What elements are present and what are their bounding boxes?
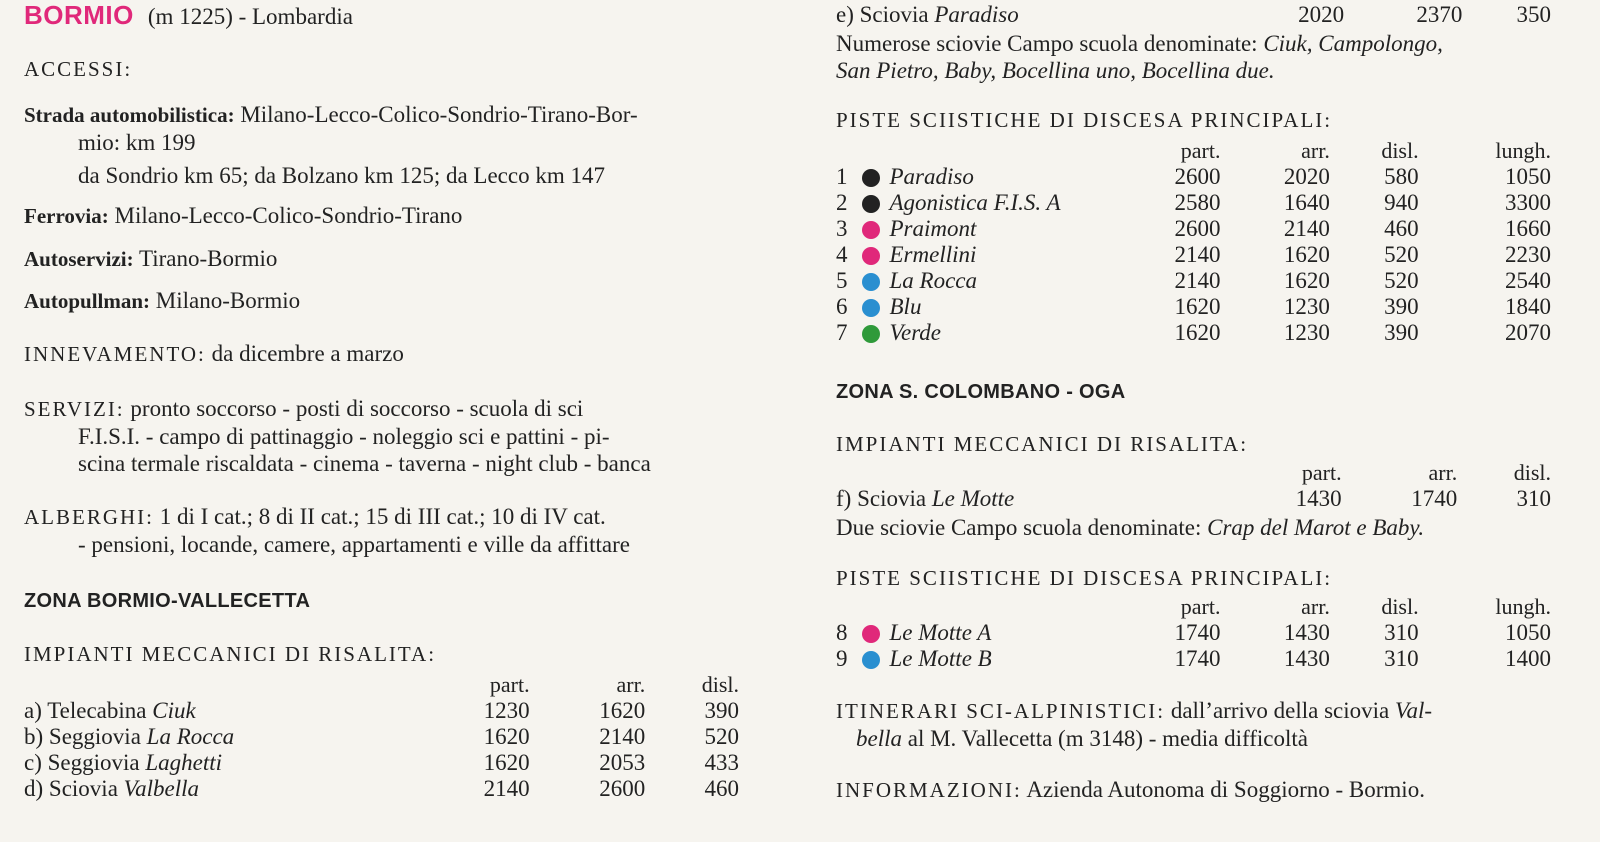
- piste-disl: 460: [1384, 216, 1419, 241]
- innevamento-label: INNEVAMENTO:: [24, 342, 206, 366]
- piste-disl: 520: [1384, 242, 1419, 267]
- itinerari-label: ITINERARI SCI-ALPINISTICI:: [836, 699, 1166, 723]
- zona1-campo-scuola: [836, 30, 1551, 84]
- piste-arr: 1430: [1283, 620, 1330, 645]
- lift-type: Sciovia: [48, 776, 118, 801]
- autopullman-label: Autopullman:: [24, 289, 151, 313]
- itinerari-name2: bella: [856, 726, 902, 751]
- lift-name: Ciuk: [152, 698, 196, 723]
- piste-part: 1740: [1174, 646, 1221, 671]
- piste-body: [836, 164, 1551, 346]
- lift-disl: 350: [1516, 2, 1551, 27]
- accessi-heading: ACCESSI:: [24, 57, 133, 81]
- col-arr: arr.: [1301, 138, 1330, 163]
- lift-type: Seggiovia: [48, 724, 141, 749]
- difficulty-dot-icon: [862, 247, 880, 265]
- piste-name: Paradiso: [889, 164, 974, 189]
- lift-name: Laghetti: [145, 750, 223, 775]
- piste-body: [836, 620, 1551, 672]
- difficulty-dot-icon: [862, 651, 880, 669]
- piste-part: 2140: [1174, 242, 1221, 267]
- campo-scuola-names1: Ciuk, Campolongo,: [1263, 31, 1443, 56]
- lift-disl: 433: [704, 750, 739, 775]
- zona2-title: ZONA S. COLOMBANO - OGA: [836, 381, 1126, 403]
- piste-arr: 1230: [1283, 320, 1330, 345]
- piste-lungh: 1050: [1505, 164, 1551, 189]
- lift-name: Valbella: [123, 776, 200, 801]
- itinerari-text2: al M. Vallecetta (m 3148) - media difficoltà: [907, 726, 1308, 751]
- alberghi-line2: - pensioni, locande, camere, appartamenti e ville da affittare: [78, 532, 630, 557]
- table-row: [836, 190, 1551, 216]
- piste-name: Praimont: [889, 216, 977, 241]
- piste-lungh: 3300: [1505, 190, 1551, 215]
- piste-lungh: 1050: [1505, 620, 1551, 645]
- piste-arr: 1230: [1283, 294, 1330, 319]
- zona2-piste-table: [836, 594, 1551, 672]
- lift-key: c): [24, 750, 42, 775]
- lift-arr: 1620: [599, 698, 646, 723]
- piste-disl: 310: [1384, 620, 1419, 645]
- piste-lungh: 1400: [1505, 646, 1551, 671]
- piste-name: Agonistica F.I.S. A: [889, 190, 1061, 215]
- table-row: [836, 268, 1551, 294]
- piste-name: Le Motte A: [889, 620, 992, 645]
- lift-part: 1620: [483, 724, 530, 749]
- strada-section: [24, 101, 739, 189]
- piste-number: 9: [836, 646, 848, 671]
- col-part: part.: [1301, 460, 1342, 485]
- piste-arr: 2140: [1283, 216, 1330, 241]
- strada-text: Milano-Lecco-Colico-Sondrio-Tirano-Bor-: [240, 102, 638, 127]
- piste-part: 1740: [1174, 620, 1221, 645]
- table-header-row: [836, 460, 1551, 486]
- ferrovia-text: Milano-Lecco-Colico-Sondrio-Tirano: [114, 203, 463, 228]
- campo-scuola-names2: San Pietro, Baby, Bocellina uno, Bocellina due.: [836, 58, 1275, 83]
- campo-scuola-names: Crap del Marot e Baby.: [1207, 515, 1425, 540]
- col-lungh: lungh.: [1495, 138, 1551, 163]
- col-disl: disl.: [1381, 594, 1419, 619]
- piste-part: 2600: [1174, 216, 1221, 241]
- piste-disl: 580: [1384, 164, 1419, 189]
- piste-arr: 1620: [1283, 268, 1330, 293]
- piste-arr: 1640: [1283, 190, 1330, 215]
- zona2-campo-scuola: [836, 514, 1551, 541]
- piste-number: 4: [836, 242, 848, 267]
- col-arr: arr.: [616, 672, 646, 697]
- zona1-lifts-table: [24, 672, 739, 802]
- zona2-lifts-table: [836, 460, 1551, 512]
- table-header-row: [836, 594, 1551, 620]
- itinerari-text1: dall’arrivo della sciovia: [1170, 698, 1390, 723]
- difficulty-dot-icon: [862, 299, 880, 317]
- difficulty-dot-icon: [862, 325, 880, 343]
- col-arr: arr.: [1301, 594, 1330, 619]
- table-row: [836, 486, 1551, 512]
- lift-part: 2020: [1298, 2, 1345, 27]
- difficulty-dot-icon: [862, 221, 880, 239]
- piste-number: 3: [836, 216, 848, 241]
- table-row: [836, 294, 1551, 320]
- lift-key: a): [24, 698, 42, 723]
- autoservizi-text: Tirano-Bormio: [138, 246, 278, 271]
- lift-name: Paradiso: [934, 2, 1019, 27]
- servizi-line2: F.I.S.I. - campo di pattinaggio - noleggio sci e pattini - pi-: [78, 424, 610, 449]
- servizi-line1: pronto soccorso - posti di soccorso - scuola di sci: [130, 396, 584, 421]
- piste-disl: 390: [1384, 294, 1419, 319]
- piste-disl: 520: [1384, 268, 1419, 293]
- table-header-row: [836, 138, 1551, 164]
- piste-number: 7: [836, 320, 848, 345]
- lift-arr: 2140: [599, 724, 646, 749]
- town-header: [24, 0, 353, 32]
- lift-arr: 2600: [599, 776, 646, 801]
- altitude-region: (m 1225) - Lombardia: [147, 4, 353, 29]
- table-row: [24, 750, 739, 776]
- table-row: [836, 242, 1551, 268]
- table-row: [836, 216, 1551, 242]
- lift-part: 2140: [483, 776, 530, 801]
- campo-scuola-prefix: Due sciovie Campo scuola denominate:: [836, 515, 1202, 540]
- piste-arr: 1620: [1283, 242, 1330, 267]
- itinerari-name1: Val-: [1394, 698, 1433, 723]
- itinerari-section: [836, 697, 1551, 752]
- piste-number: 5: [836, 268, 848, 293]
- piste-arr: 2020: [1283, 164, 1330, 189]
- table-row: [836, 620, 1551, 646]
- table-row: [24, 776, 739, 802]
- lift-key: b): [24, 724, 44, 749]
- table-header-row: [24, 672, 739, 698]
- town-name: BORMIO: [24, 0, 134, 30]
- lift-part: 1430: [1295, 486, 1342, 511]
- piste-part: 2140: [1174, 268, 1221, 293]
- col-part: part.: [1180, 138, 1221, 163]
- campo-scuola-prefix: Numerose sciovie Campo scuola denominate:: [836, 31, 1258, 56]
- piste-number: 8: [836, 620, 848, 645]
- autoservizi-label: Autoservizi:: [24, 247, 134, 271]
- strada-text2: mio: km 199: [78, 130, 196, 155]
- zona2-impianti-heading: IMPIANTI MECCANICI DI RISALITA:: [836, 432, 1249, 456]
- piste-number: 2: [836, 190, 848, 215]
- col-part: part.: [1180, 594, 1221, 619]
- col-part: part.: [489, 672, 530, 697]
- difficulty-dot-icon: [862, 195, 880, 213]
- zona1-title: ZONA BORMIO-VALLECETTA: [24, 590, 311, 612]
- servizi-line3: scina termale riscaldata - cinema - taverna - night club - banca: [78, 451, 651, 476]
- piste-lungh: 2230: [1505, 242, 1551, 267]
- lift-key: e): [836, 2, 854, 27]
- servizi-section: [24, 395, 739, 477]
- informazioni-label: INFORMAZIONI:: [836, 778, 1022, 802]
- strada-text3: da Sondrio km 65; da Bolzano km 125; da Lecco km 147: [78, 163, 605, 188]
- lift-name: Le Motte: [931, 486, 1015, 511]
- piste-lungh: 1840: [1505, 294, 1551, 319]
- lift-name: La Rocca: [146, 724, 235, 749]
- lift-type: Sciovia: [857, 486, 927, 511]
- piste-name: Blu: [889, 294, 922, 319]
- zona1-piste-heading: PISTE SCIISTICHE DI DISCESA PRINCIPALI:: [836, 108, 1333, 132]
- lift-key: d): [24, 776, 44, 801]
- col-disl: disl.: [1381, 138, 1419, 163]
- piste-lungh: 2070: [1505, 320, 1551, 345]
- alberghi-line1: 1 di I cat.; 8 di II cat.; 15 di III cat.; 10 di IV cat.: [159, 504, 606, 529]
- difficulty-dot-icon: [862, 273, 880, 291]
- informazioni-line: [836, 776, 1551, 804]
- lift-type: Seggiovia: [47, 750, 140, 775]
- piste-part: 1620: [1174, 294, 1221, 319]
- col-lungh: lungh.: [1495, 594, 1551, 619]
- autopullman-line: [24, 287, 739, 315]
- difficulty-dot-icon: [862, 169, 880, 187]
- lift-type: Telecabina: [47, 698, 147, 723]
- piste-number: 1: [836, 164, 848, 189]
- piste-lungh: 1660: [1505, 216, 1551, 241]
- piste-name: Ermellini: [889, 242, 977, 267]
- piste-disl: 390: [1384, 320, 1419, 345]
- lift-arr: 1740: [1411, 486, 1458, 511]
- lift-part: 1620: [483, 750, 530, 775]
- piste-part: 2600: [1174, 164, 1221, 189]
- servizi-label: SERVIZI:: [24, 397, 125, 421]
- autopullman-text: Milano-Bormio: [155, 288, 301, 313]
- piste-name: Le Motte B: [889, 646, 992, 671]
- table-row: [836, 646, 1551, 672]
- lift-disl: 390: [704, 698, 739, 723]
- table-row: [836, 164, 1551, 190]
- table-row: [836, 2, 1551, 28]
- table-row: [836, 320, 1551, 346]
- piste-lungh: 2540: [1505, 268, 1551, 293]
- strada-label: Strada automobilistica:: [24, 103, 235, 127]
- piste-part: 1620: [1174, 320, 1221, 345]
- lift-arr: 2053: [599, 750, 646, 775]
- alberghi-label: ALBERGHI:: [24, 505, 154, 529]
- piste-name: La Rocca: [889, 268, 978, 293]
- col-disl: disl.: [701, 672, 739, 697]
- innevamento-text: da dicembre a marzo: [211, 341, 404, 366]
- piste-name: Verde: [889, 320, 942, 345]
- difficulty-dot-icon: [862, 625, 880, 643]
- zona1-impianti-heading: IMPIANTI MECCANICI DI RISALITA:: [24, 642, 437, 666]
- piste-part: 2580: [1174, 190, 1221, 215]
- lift-key: f): [836, 486, 852, 511]
- table-row: [24, 698, 739, 724]
- lift-disl: 460: [704, 776, 739, 801]
- autoservizi-line: [24, 245, 739, 273]
- zona1-lifts-table-cont: [836, 2, 1551, 28]
- zona1-piste-table: [836, 138, 1551, 346]
- lift-type: Sciovia: [859, 2, 929, 27]
- informazioni-text: Azienda Autonoma di Soggiorno - Bormio.: [1026, 777, 1425, 802]
- table-row: [24, 724, 739, 750]
- col-disl: disl.: [1513, 460, 1551, 485]
- piste-disl: 310: [1384, 646, 1419, 671]
- zona2-piste-heading: PISTE SCIISTICHE DI DISCESA PRINCIPALI:: [836, 566, 1333, 590]
- piste-arr: 1430: [1283, 646, 1330, 671]
- alberghi-section: [24, 503, 739, 558]
- innevamento-line: [24, 340, 739, 368]
- piste-number: 6: [836, 294, 848, 319]
- lift-arr: 2370: [1416, 2, 1463, 27]
- piste-disl: 940: [1384, 190, 1419, 215]
- ferrovia-line: [24, 202, 739, 230]
- lift-part: 1230: [483, 698, 530, 723]
- ferrovia-label: Ferrovia:: [24, 204, 109, 228]
- lift-disl: 310: [1516, 486, 1551, 511]
- lift-disl: 520: [704, 724, 739, 749]
- col-arr: arr.: [1428, 460, 1458, 485]
